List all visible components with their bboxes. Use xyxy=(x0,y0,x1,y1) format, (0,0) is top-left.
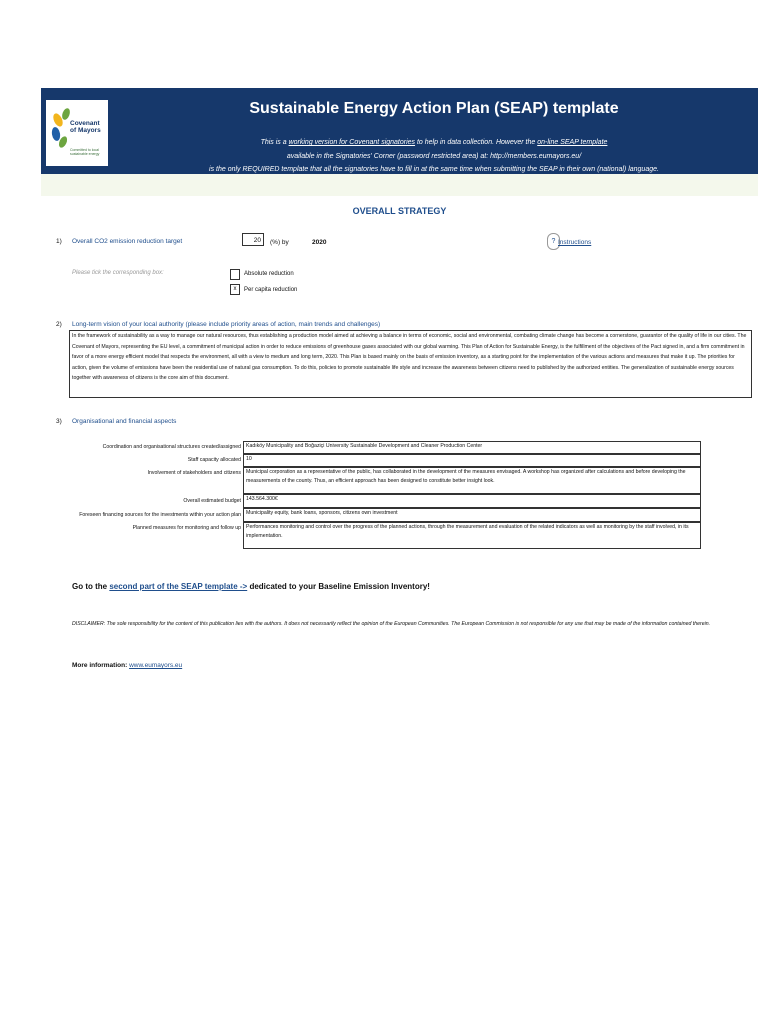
absolute-reduction-checkbox[interactable] xyxy=(230,269,240,280)
more-info-label: More information: xyxy=(72,662,130,669)
target-year: 2020 xyxy=(312,239,327,246)
seap-part2-link[interactable]: second part of the SEAP template -> xyxy=(109,582,248,591)
staff-field[interactable]: 10 xyxy=(243,454,701,467)
per-capita-label: Per capita reduction xyxy=(244,287,298,293)
absolute-reduction-label: Absolute reduction xyxy=(244,271,294,277)
disclaimer: DISCLAIMER: The sole responsibility for the content of this publication lies with the authors. It does not necessarily reflect the opinion of the European Communities. The European Commission is not responsible for any use that may be made of the information contained therein. xyxy=(72,621,711,627)
help-icon[interactable]: ? xyxy=(547,233,560,250)
unit-label: (%) by xyxy=(270,239,289,246)
goto-pre: Go to the xyxy=(72,582,110,591)
eumayors-link[interactable]: www.eumayors.eu xyxy=(129,662,183,669)
section-title: OVERALL STRATEGY xyxy=(352,206,447,216)
coordination-label: Coordination and organisational structures created/assigned xyxy=(102,444,241,450)
stakeholders-label: Involvement of stakeholders and citizens xyxy=(147,470,241,476)
s2-number: 2) xyxy=(56,321,62,328)
monitoring-field[interactable]: Performances monitoring and control over the progress of the planned actions, through the measurement and evaluation of the related indicators as well as monitoring by the staff involved, in its implementation. xyxy=(243,522,701,549)
online-template-link[interactable]: on-line SEAP template xyxy=(537,139,608,146)
header-line3: is the only REQUIRED template that all the signatories have to fill in at the same time when submitting the SEAP in their own (national) language. xyxy=(209,166,659,173)
org-label: Organisational and financial aspects xyxy=(72,418,177,425)
header-line1 xyxy=(110,139,758,146)
coordination-field[interactable]: Kadıköy Municipality and Boğaziçi University Sustainable Development and Cleaner Production Center xyxy=(243,441,701,454)
logo-line1: Covenant xyxy=(70,120,100,127)
vision-textarea[interactable]: In the framework of sustainability as a way to manage our natural resources, thus establishing a production model aimed at achieving a balance in terms of economic, social and environmental, combating climate change has become a cornerstone, guarantor of the quality of life in our cities. The Covenant of Mayors, representing the EU level, a commitment of municipal action in order to reduce emissions of greenhouse gases associated with our global warming. This Plan of Action for Sustainable Energy, is the fulfillment of the objectives of the Pact signed in, and a firm commitment in favor of a more energy efficient model that respects the environment, all with a view to medium and long term, 2020. This Plan is based mainly on the basis of emission inventory, as a starting point for the implementation of the various actions and measures that make it up. The priorities for action, given the volume of emissions have been the residential use of natural gas consumption. To do this, policies to promote sustainable life style and increase the awareness between citizens need to published by the authorized entities. The generalization of sustainable energy sources together with awareness of citizens is the core aim of this document. xyxy=(69,330,752,398)
co2-target-input[interactable]: 20 xyxy=(242,233,264,246)
working-version-link[interactable]: working version for Covenant signatories xyxy=(288,139,416,146)
vision-label: Long-term vision of your local authority (please include priority areas of action, main trends and challenges) xyxy=(72,321,381,328)
instructions-link[interactable]: Instructions xyxy=(558,239,592,246)
header-line1-pre: This is a xyxy=(260,139,289,146)
logo-text xyxy=(70,120,101,134)
header-strip xyxy=(41,174,758,196)
financing-label: Foreseen financing sources for the investments within your action plan xyxy=(79,512,241,518)
monitoring-label: Planned measures for monitoring and follow up xyxy=(132,525,241,531)
goto-line xyxy=(72,582,430,591)
per-capita-checkbox[interactable]: x xyxy=(230,284,240,295)
logo-line2: of Mayors xyxy=(70,127,101,134)
staff-label: Staff capacity allocated xyxy=(187,457,241,463)
logo-tagline: Committed to local sustainable energy xyxy=(70,148,100,156)
s3-number: 3) xyxy=(56,418,62,425)
header-line2: available in the Signatories' Corner (password restricted area) at: http://members.eumayors.eu/ xyxy=(286,153,582,160)
budget-label: Overall estimated budget xyxy=(183,498,241,504)
s1-number: 1) xyxy=(56,238,62,245)
co2-target-label: Overall CO2 emission reduction target xyxy=(72,238,183,245)
page-title: Sustainable Energy Action Plan (SEAP) template xyxy=(249,100,619,117)
stakeholders-field[interactable]: Municipal corporation as a representative of the public, has collaborated in the development of the measures envisaged. A workshop has organized after calculations and before developing the measurements of the county. Thus, an efficient approach has been designed to constitute better insight look. xyxy=(243,467,701,494)
financing-field[interactable]: Municipality equity, bank loans, sponsors, citizens own investment xyxy=(243,508,701,522)
more-info xyxy=(72,662,182,669)
header-line1-mid: to help in data collection. However the xyxy=(415,139,538,146)
tick-hint: Please tick the corresponding box: xyxy=(72,270,164,276)
covenant-logo xyxy=(46,100,108,166)
goto-post: dedicated to your Baseline Emission Inventory! xyxy=(247,582,430,591)
budget-field[interactable]: 143.564.300€ xyxy=(243,494,701,508)
